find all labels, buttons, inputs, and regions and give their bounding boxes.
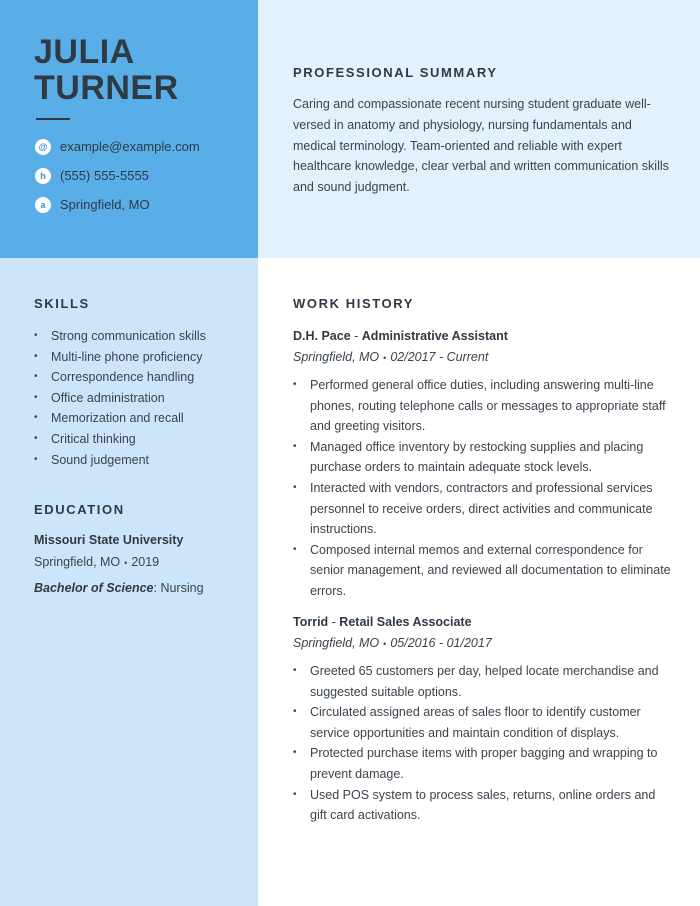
skill-item: • Office administration [34, 388, 206, 409]
job-bullet: • Interacted with vendors, contractors and professional services personnel to receive orders, direct activities and communicate instructions. [293, 478, 673, 540]
summary-text: Caring and compassionate recent nursing student graduate well-versed in anatomy and physiology, nursing fundamentals and medical terminology. Team-oriented and reliable with expert healthcare knowledge, clear verbal and written communication skills and sound judgment. [293, 97, 669, 195]
skill-item: • Memorization and recall [34, 408, 206, 429]
job-role: Administrative Assistant [361, 329, 508, 343]
job-meta [293, 348, 673, 367]
contact-phone[interactable] [35, 161, 200, 190]
job-bullet: • Greeted 65 customers per day, helped locate merchandise and suggested suitable options. [293, 661, 673, 702]
job-title: D.H. Pace - Administrative Assistant [293, 329, 508, 343]
job-title: Torrid - Retail Sales Associate [293, 615, 472, 629]
job-dates: 05/2016 - 01/2017 [390, 636, 492, 650]
job-bullets [293, 661, 673, 826]
job-bullet: • Performed general office duties, including answering multi-line phones, routing telephone calls or messages to appropriate staff and greeting visitors. [293, 375, 673, 437]
job-location: Springfield, MO [293, 636, 380, 650]
phone-icon: h [35, 168, 51, 184]
last-name: TURNER [34, 69, 179, 107]
work-heading: WORK HISTORY [293, 296, 415, 311]
education-degree [34, 581, 204, 595]
email-text: example@example.com [60, 139, 200, 154]
job-bullet: • Used POS system to process sales, returns, online orders and gift card activations. [293, 785, 673, 826]
education-school: Missouri State University [34, 533, 184, 547]
skill-item: • Correspondence handling [34, 367, 206, 388]
job-entry [293, 327, 673, 602]
separator-dot: • [124, 558, 128, 568]
degree-field: : Nursing [153, 581, 204, 595]
job-role: Retail Sales Associate [339, 615, 472, 629]
contact-address [35, 190, 200, 219]
summary-heading: PROFESSIONAL SUMMARY [293, 65, 498, 80]
job-bullets [293, 375, 673, 602]
skill-item: • Sound judgement [34, 450, 206, 471]
degree-name: Bachelor of Science [34, 581, 154, 595]
separator-dot: • [383, 639, 387, 649]
separator-dot: • [383, 353, 387, 363]
job-bullet: • Managed office inventory by restocking supplies and placing purchase orders to maintain adequate stock levels. [293, 437, 673, 478]
job-meta [293, 634, 673, 653]
skills-heading: SKILLS [34, 296, 90, 311]
at-icon: @ [35, 139, 51, 155]
job-company: D.H. Pace [293, 329, 351, 343]
contact-list [35, 132, 200, 219]
job-entry [293, 613, 673, 826]
education-heading: EDUCATION [34, 502, 125, 517]
candidate-name [34, 34, 179, 106]
education-location: Springfield, MO [34, 555, 121, 569]
skill-item: • Critical thinking [34, 429, 206, 450]
job-bullet: • Circulated assigned areas of sales floor to identify customer service opportunities and maintain condition of displays. [293, 702, 673, 743]
job-bullet: • Composed internal memos and external correspondence for senior management, and reviewed all documentation to eliminate errors. [293, 540, 673, 602]
job-dates: 02/2017 - Current [390, 350, 489, 364]
skills-list [34, 326, 206, 470]
job-bullet: • Protected purchase items with proper bagging and wrapping to prevent damage. [293, 743, 673, 784]
address-text: Springfield, MO [60, 197, 150, 212]
name-divider [36, 118, 70, 120]
phone-text: (555) 555-5555 [60, 168, 149, 183]
address-icon: a [35, 197, 51, 213]
education-year: 2019 [131, 555, 160, 569]
education-meta [34, 555, 159, 569]
job-location: Springfield, MO [293, 350, 380, 364]
job-company: Torrid [293, 615, 329, 629]
first-name: JULIA [34, 33, 135, 71]
skill-item: • Strong communication skills [34, 326, 206, 347]
contact-email[interactable] [35, 132, 200, 161]
skill-item: • Multi-line phone proficiency [34, 347, 206, 368]
